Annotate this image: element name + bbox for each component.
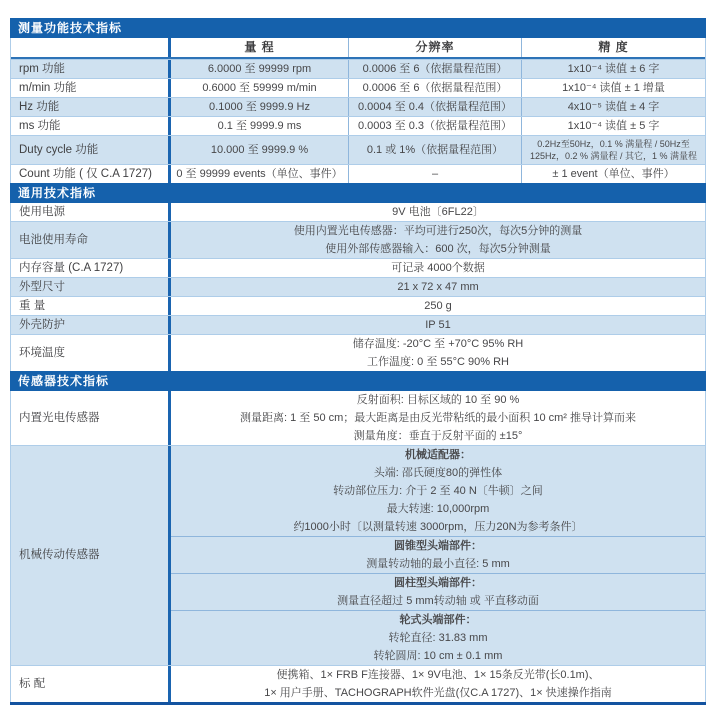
content-line: 圆柱型头端部件：: [394, 576, 482, 589]
row-value: 4x10⁻⁵ 读值 ± 4 字: [521, 98, 705, 116]
content-line: 可记录 4000个数据: [391, 261, 485, 274]
row-value: 0.0003 至 0.3（依据量程范围）: [348, 117, 521, 135]
row-label: 使用电源: [19, 205, 65, 218]
content-line: 21 x 72 x 47 mm: [397, 280, 479, 293]
row-content: [168, 222, 705, 258]
content-block: [171, 446, 705, 536]
content-block: [171, 610, 705, 665]
content-block: [171, 297, 705, 315]
content-block: [171, 278, 705, 296]
table-row: [11, 315, 705, 334]
row-content: [168, 203, 705, 221]
content-block: [171, 316, 705, 334]
row-value: 0.6000 至 59999 m/min: [168, 79, 348, 97]
content-line: 测量直径超过 5 mm转动轴 或 平直移动面: [337, 594, 539, 607]
content-line: 圆锥型头端部件：: [394, 539, 482, 552]
content-line: 转轮直径: 31.83 mm: [388, 631, 488, 644]
row-content: [168, 297, 705, 315]
row-label: 重 量: [19, 299, 46, 312]
content-line: 约1000小时〔以测量转速 3000rpm，压力20N为参考条件〕: [293, 520, 583, 533]
content-line: 储存温度: -20°C 至 +70°C 95% RH: [352, 337, 524, 350]
content-block: [171, 335, 705, 371]
section-table-sensor: [10, 391, 706, 702]
content-line: 转动部位压力: 介于 2 至 40 N〔牛顿〕之间: [333, 484, 543, 497]
content-line: 测量角度：垂直于反射平面的 ±15°: [353, 429, 523, 442]
content-block: [171, 222, 705, 258]
row-label: Hz 功能: [19, 100, 60, 113]
content-line: 使用外部传感器输入：600 次，每次5分钟测量: [325, 242, 551, 255]
table-row: [11, 296, 705, 315]
table-row: [11, 97, 705, 116]
table-row: [11, 334, 705, 371]
row-label: 外型尺寸: [19, 280, 65, 293]
row-value: 1x10⁻⁴ 读值 ± 1 增量: [521, 79, 705, 97]
row-label: m/min 功能: [19, 81, 77, 94]
row-value: 6.0000 至 99999 rpm: [168, 60, 348, 78]
content-line: 250 g: [424, 299, 452, 312]
content-line: 轮式头端部件：: [399, 613, 477, 626]
row-label: Duty cycle 功能: [19, 143, 99, 156]
content-line: 测量距离: 1 至 50 cm；最大距离是由反光带粘纸的最小面积 10 cm² 推导计算而来: [239, 411, 637, 424]
row-content: [168, 259, 705, 277]
row-value: 0.1000 至 9999.9 Hz: [168, 98, 348, 116]
row-label: 外壳防护: [19, 318, 65, 331]
row-value: 1x10⁻⁴ 读值 ± 6 字: [521, 60, 705, 78]
row-value: 0.1 至 9999.9 ms: [168, 117, 348, 135]
row-value: 0.1 或 1%（依据量程范围）: [348, 136, 521, 164]
table-row: [11, 258, 705, 277]
table-row: [11, 391, 705, 445]
row-value: 0 至 99999 events（单位、事件）: [168, 165, 348, 183]
row-value: 0.0006 至 6（依据量程范围）: [348, 79, 521, 97]
content-block: [171, 259, 705, 277]
column-header-blank: [11, 38, 168, 57]
section-header-general: 通用技术指标: [10, 183, 706, 203]
row-label: Count 功能 ( 仅 C.A 1727): [19, 167, 152, 180]
row-label: 机械传动传感器: [19, 549, 100, 561]
column-header: 分辨率: [348, 38, 521, 57]
section-table-measurement: [10, 38, 706, 183]
content-line: 1× 用户手册、TACHOGRAPH软件光盘(仅C.A 1727)、1× 快速操作指南: [264, 686, 612, 699]
content-line: 便携箱、1× FRB F连接器、1× 9V电池、1× 15条反光带(长0.1m)、: [276, 668, 600, 681]
table-row: [11, 221, 705, 258]
section-table-general: [10, 203, 706, 371]
row-label: rpm 功能: [19, 62, 65, 75]
row-label: 环境温度: [19, 346, 65, 359]
content-block: [171, 203, 705, 221]
content-line: 工作温度: 0 至 55°C 90% RH: [367, 355, 509, 368]
table-row: [11, 59, 705, 78]
row-label: 电池使用寿命: [19, 233, 88, 246]
table-row: [11, 277, 705, 296]
content-block: [171, 536, 705, 573]
table-row: [11, 164, 705, 183]
row-value: 10.000 至 9999.9 %: [168, 136, 348, 164]
content-line: 测量转动轴的最小直径: 5 mm: [366, 557, 510, 570]
row-label: 标 配: [19, 677, 46, 690]
content-line: 反射面积: 目标区域的 10 至 90 %: [356, 393, 520, 406]
section-header-sensor: 传感器技术指标: [10, 371, 706, 391]
table-row: [11, 445, 705, 665]
row-label: 内存容量 (C.A 1727): [19, 261, 124, 274]
row-content: [168, 278, 705, 296]
table-row: [11, 203, 705, 221]
row-content: [168, 391, 705, 445]
bottom-rule: [10, 702, 706, 705]
column-header: 量 程: [168, 38, 348, 57]
section-header-measurement: 测量功能技术指标: [10, 18, 706, 38]
content-line: 使用内置光电传感器：平均可进行250次，每次5分钟的测量: [293, 224, 583, 237]
table-row: [11, 665, 705, 702]
content-block: [171, 391, 705, 445]
content-block: [171, 666, 705, 702]
row-content: [168, 335, 705, 371]
content-line: IP 51: [425, 318, 451, 331]
row-value: 0.2Hz至50Hz，0.1 % 满量程 / 50Hz至125Hz，0.2 % 满量程 / 其它，1 % 满量程: [521, 136, 705, 164]
row-value: 0.0004 至 0.4（依据量程范围）: [348, 98, 521, 116]
spec-table: [10, 18, 706, 702]
column-header: 精 度: [521, 38, 705, 57]
row-content: [168, 446, 705, 665]
row-value: ± 1 event（单位、事件）: [521, 165, 705, 183]
row-value: 1x10⁻⁴ 读值 ± 5 字: [521, 117, 705, 135]
row-value: 0.0006 至 6（依据量程范围）: [348, 60, 521, 78]
content-line: 最大转速: 10,000rpm: [386, 502, 490, 515]
row-content: [168, 316, 705, 334]
table-row: [11, 78, 705, 97]
content-line: 机械适配器：: [405, 448, 471, 461]
row-label: 内置光电传感器: [19, 411, 100, 424]
row-content: [168, 666, 705, 702]
content-line: 头端: 邵氏硬度80的弹性体: [373, 466, 503, 479]
row-value: –: [348, 165, 521, 183]
table-row: [11, 116, 705, 135]
table-row: [11, 135, 705, 164]
content-line: 转轮圆周: 10 cm ± 0.1 mm: [373, 649, 503, 662]
column-header-row: [11, 38, 705, 59]
row-label: ms 功能: [19, 119, 61, 132]
content-block: [171, 573, 705, 610]
content-line: 9V 电池〔6FL22〕: [392, 205, 484, 218]
